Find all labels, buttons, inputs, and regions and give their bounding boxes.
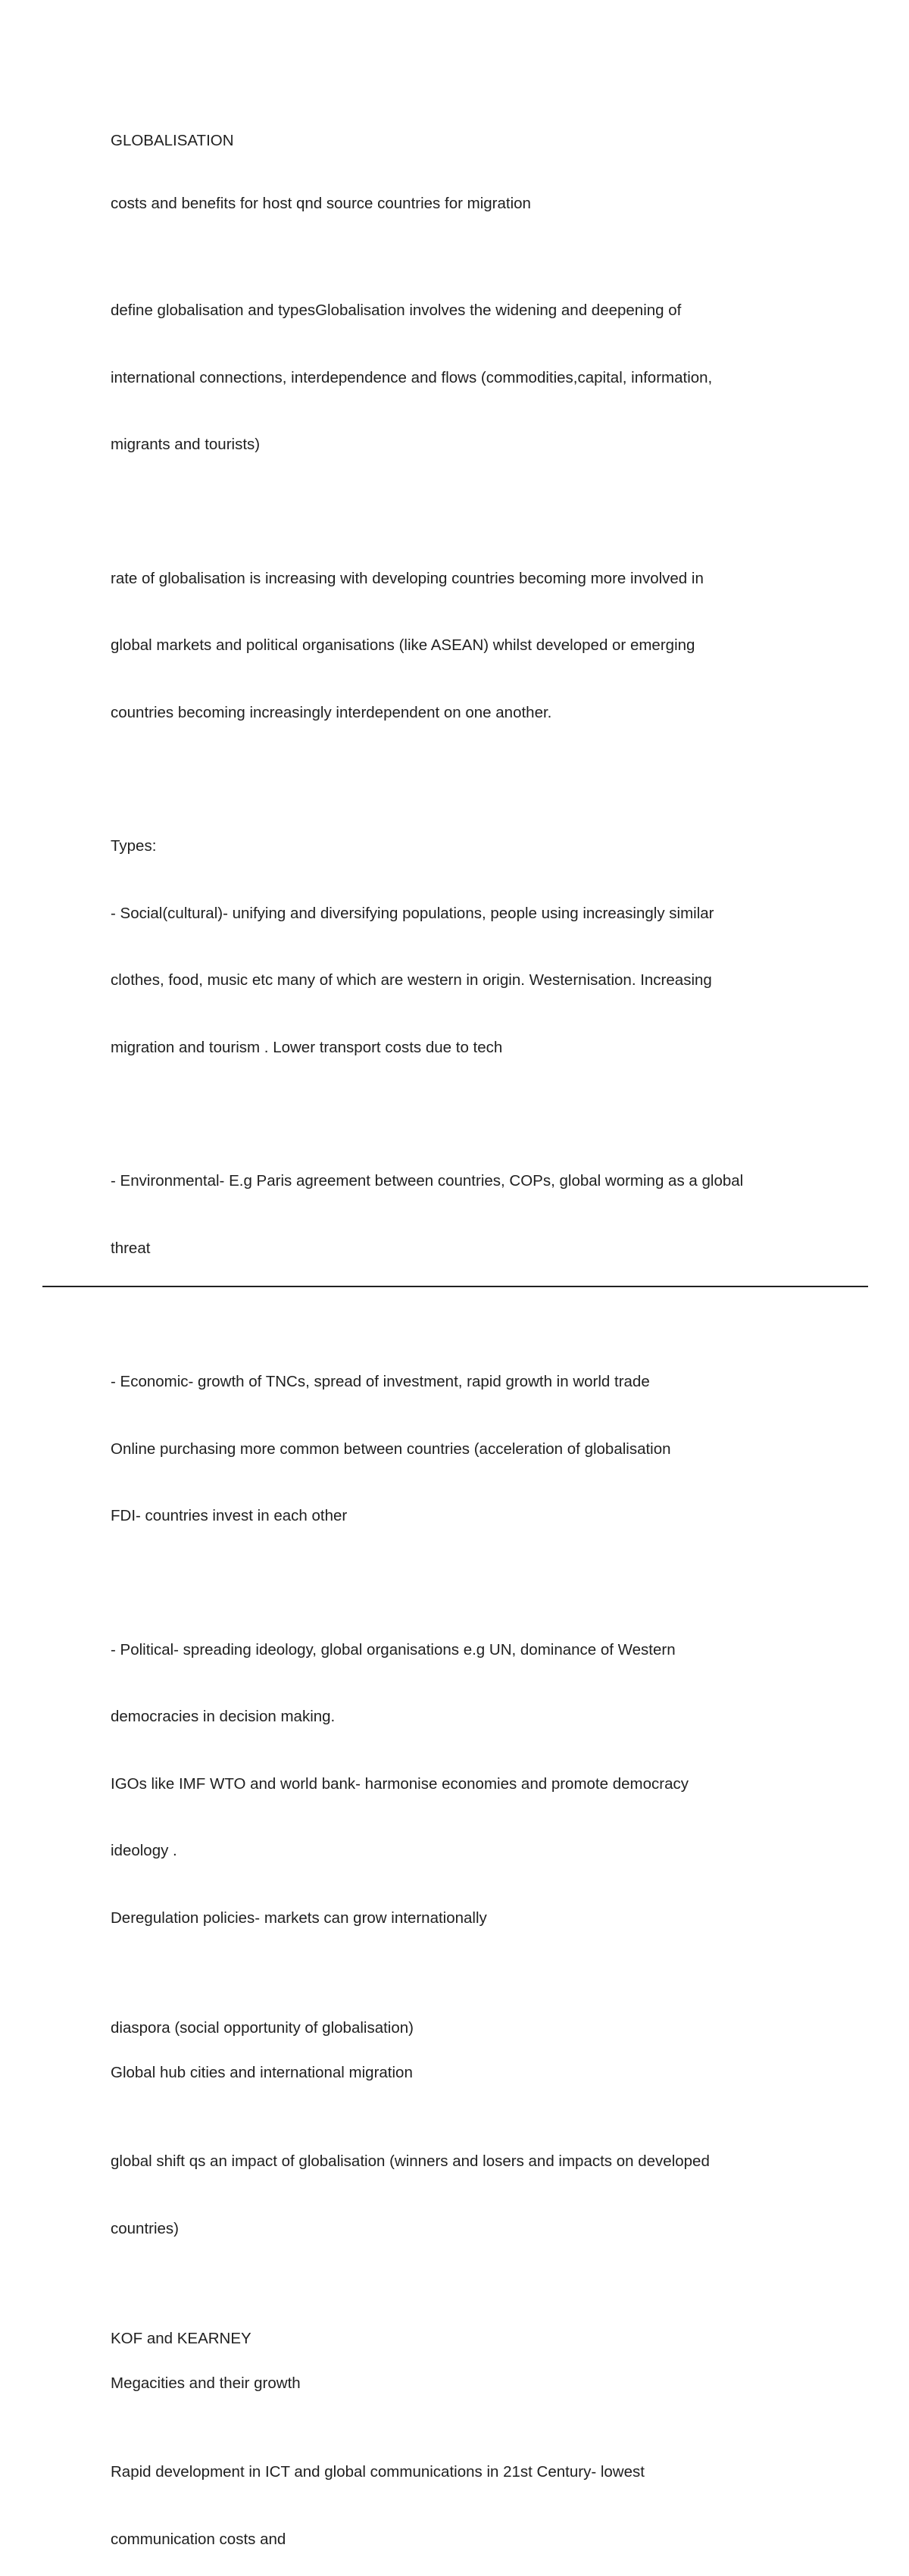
- text-line: - Economic- growth of TNCs, spread of investment, rapid growth in world trade: [111, 1373, 650, 1390]
- document-title: GLOBALISATION: [111, 132, 234, 149]
- text-line: FDI- countries invest in each other: [111, 1507, 348, 1524]
- types-paragraph: [111, 790, 807, 1103]
- document-body: [111, 130, 807, 2576]
- hub-cities-heading: Global hub cities and international migration: [111, 2063, 413, 2081]
- text-line: rate of globalisation is increasing with developing countries becoming more involved in: [111, 569, 704, 587]
- text-line: - Environmental- E.g Paris agreement between countries, COPs, global worming as a global: [111, 1172, 744, 1190]
- text-line: threat: [111, 1239, 151, 1257]
- economic-paragraph: [111, 1326, 807, 1572]
- text-line: Online purchasing more common between countries (acceleration of globalisation: [111, 1440, 671, 1458]
- text-line: - Political- spreading ideology, global organisations e.g UN, dominance of Western: [111, 1640, 676, 1658]
- text-line: countries becoming increasingly interdependent on one another.: [111, 703, 552, 721]
- rate-paragraph: [111, 523, 807, 769]
- text-line: global shift qs an impact of globalisation (winners and losers and impacts on developed: [111, 2152, 710, 2170]
- political-paragraph: [111, 1594, 807, 1974]
- text-line: countries): [111, 2219, 180, 2237]
- ict-paragraph: [111, 2416, 807, 2576]
- text-line: migrants and tourists): [111, 436, 261, 453]
- text-line: clothes, food, music etc many of which are western in origin. Westernisation. Increasing: [111, 971, 712, 989]
- kof-heading: KOF and KEARNEY: [111, 2330, 251, 2347]
- text-line: - Social(cultural)- unifying and diversifying populations, people using increasingly similar: [111, 904, 714, 922]
- text-line: international connections, interdependence and flows (commodities,capital, information,: [111, 368, 713, 386]
- megacities-heading: Megacities and their growth: [111, 2374, 301, 2392]
- text-line: ideology .: [111, 1842, 177, 1859]
- text-line: Rapid development in ICT and global communications in 21st Century- lowest: [111, 2463, 645, 2481]
- global-shift-paragraph: [111, 2106, 807, 2284]
- page-bottom-rule: [42, 1286, 868, 1287]
- environmental-paragraph: [111, 1125, 807, 1304]
- text-line: migration and tourism . Lower transport costs due to tech: [111, 1038, 503, 1056]
- text-line: global markets and political organisations (like ASEAN) whilst developed or emerging: [111, 636, 695, 654]
- migration-heading: costs and benefits for host qnd source countries for migration: [111, 194, 531, 212]
- definition-paragraph: [111, 255, 807, 501]
- text-line: Deregulation policies- markets can grow internationally: [111, 1909, 487, 1927]
- types-heading: Types:: [111, 837, 157, 855]
- text-line: communication costs and: [111, 2530, 286, 2548]
- text-line: define globalisation and typesGlobalisation involves the widening and deepening of: [111, 302, 682, 319]
- diaspora-heading: diaspora (social opportunity of globalisation): [111, 2019, 414, 2037]
- text-line: democracies in decision making.: [111, 1708, 336, 1725]
- text-line: IGOs like IMF WTO and world bank- harmonise economies and promote democracy: [111, 1774, 689, 1793]
